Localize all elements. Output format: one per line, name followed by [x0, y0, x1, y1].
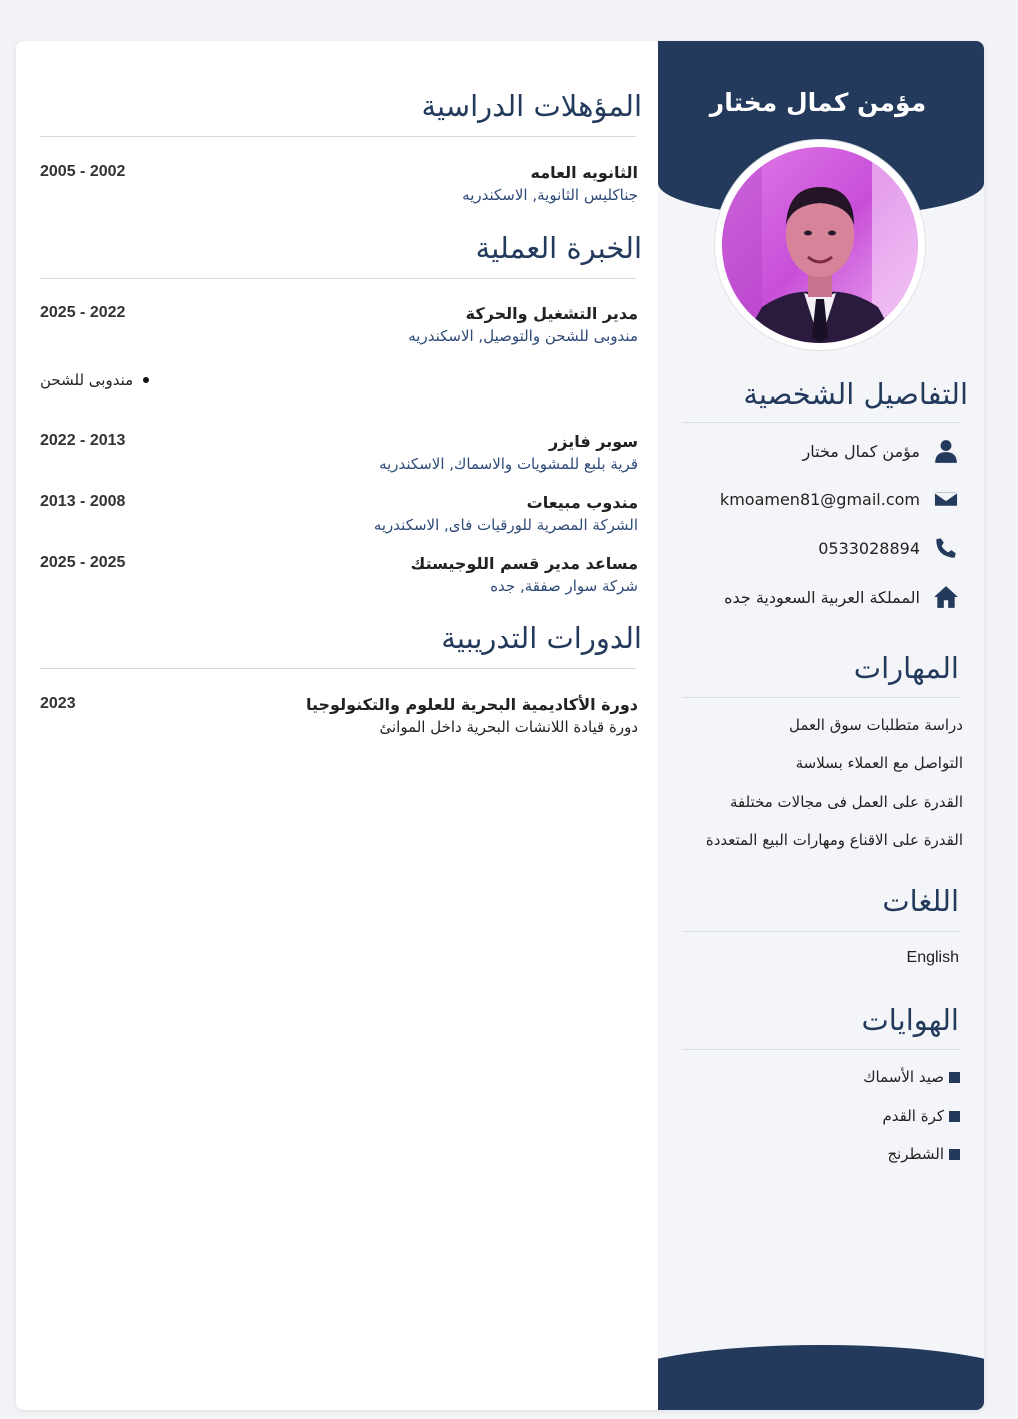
experience-place: قرية بلبع للمشويات والاسماك, الاسكندريه [379, 455, 638, 473]
hobby-text: الشطرنج [887, 1145, 944, 1163]
contact-name [803, 437, 960, 465]
contact-email-text[interactable]: kmoamen81@gmail.com [719, 489, 920, 509]
contact-address-text: المملكة العربية السعودية جده [724, 587, 920, 607]
experience-divider [40, 278, 636, 279]
education-place: جناكليس الثانوية, الاسكندريه [462, 186, 638, 204]
contact-phone[interactable] [818, 534, 960, 562]
languages-divider [683, 931, 959, 932]
square-bullet-icon [949, 1072, 960, 1083]
language-item: English [906, 949, 959, 966]
experience-title: مدير التشغيل والحركة [465, 304, 638, 323]
sidebar-footer-band [658, 1345, 984, 1410]
details-heading: التفاصيل الشخصية [743, 377, 968, 411]
experience-dates: 2013 - 2008 [40, 493, 126, 510]
courses-heading: الدورات التدريبية [441, 621, 642, 655]
skill-item: التواصل مع العملاء بسلاسة [795, 754, 963, 772]
contact-phone-text[interactable]: 0533028894 [818, 538, 920, 558]
hobby-text: كرة القدم [882, 1107, 944, 1125]
experience-dates: 2025 - 2025 [40, 554, 126, 571]
skill-item: دراسة متطلبات سوق العمل [788, 716, 963, 734]
experience-place: شركة سوار صفقة, جده [490, 577, 638, 595]
experience-dates: 2022 - 2013 [40, 432, 126, 449]
hobbies-heading: الهوايات [861, 1003, 959, 1037]
experience-place: مندوبى للشحن والتوصيل, الاسكندريه [408, 327, 638, 345]
sidebar [658, 41, 984, 1410]
education-dates: 2005 - 2002 [40, 163, 126, 180]
experience-bullet-text: مندوبى للشحن [40, 371, 134, 389]
profile-name: مؤمن كمال مختار [709, 88, 927, 117]
contact-address [724, 583, 960, 611]
contact-email[interactable] [720, 485, 960, 513]
hobby-item [887, 1145, 960, 1163]
details-divider [683, 422, 959, 423]
contact-name-text: مؤمن كمال مختار [802, 441, 920, 461]
hobby-text: صيد الأسماك [863, 1068, 944, 1086]
bullet-dot-icon [143, 377, 149, 383]
envelope-icon [932, 485, 960, 513]
courses-divider [40, 668, 636, 669]
square-bullet-icon [949, 1111, 960, 1122]
square-bullet-icon [949, 1149, 960, 1160]
resume-card [16, 41, 984, 1410]
languages-heading: اللغات [882, 884, 959, 918]
course-title: دورة الأكاديمية البحرية للعلوم والتكنولوجيا [305, 695, 638, 714]
course-description: دورة قيادة اللانشات البحرية داخل الموانئ [379, 718, 638, 736]
experience-dates: 2025 - 2022 [40, 304, 126, 321]
course-dates: 2023 [40, 695, 76, 712]
hobby-item [882, 1107, 960, 1125]
experience-heading: الخبرة العملية [475, 231, 642, 265]
skill-item: القدرة على العمل فى مجالات مختلفة [729, 793, 963, 811]
experience-title: مساعد مدير قسم اللوجيستك [410, 554, 638, 573]
skills-divider [683, 697, 959, 698]
profile-photo-image [722, 147, 918, 343]
user-icon [932, 437, 960, 465]
education-divider [40, 136, 636, 137]
education-title: الثانويه العامه [530, 163, 638, 182]
experience-title: مندوب مبيعات [526, 493, 638, 512]
experience-bullet [40, 371, 149, 389]
skills-heading: المهارات [853, 651, 959, 685]
education-heading: المؤهلات الدراسية [421, 89, 642, 123]
hobbies-divider [683, 1049, 959, 1050]
experience-place: الشركة المصرية للورقيات فاى, الاسكندريه [373, 516, 638, 534]
skill-item: القدرة على الاقناع ومهارات البيع المتعددة [705, 831, 963, 849]
phone-icon [932, 534, 960, 562]
profile-photo-frame [715, 140, 925, 350]
home-icon [932, 583, 960, 611]
profile-photo [722, 147, 918, 343]
experience-title: سوبر فايزر [549, 432, 638, 451]
hobby-item [863, 1068, 960, 1086]
